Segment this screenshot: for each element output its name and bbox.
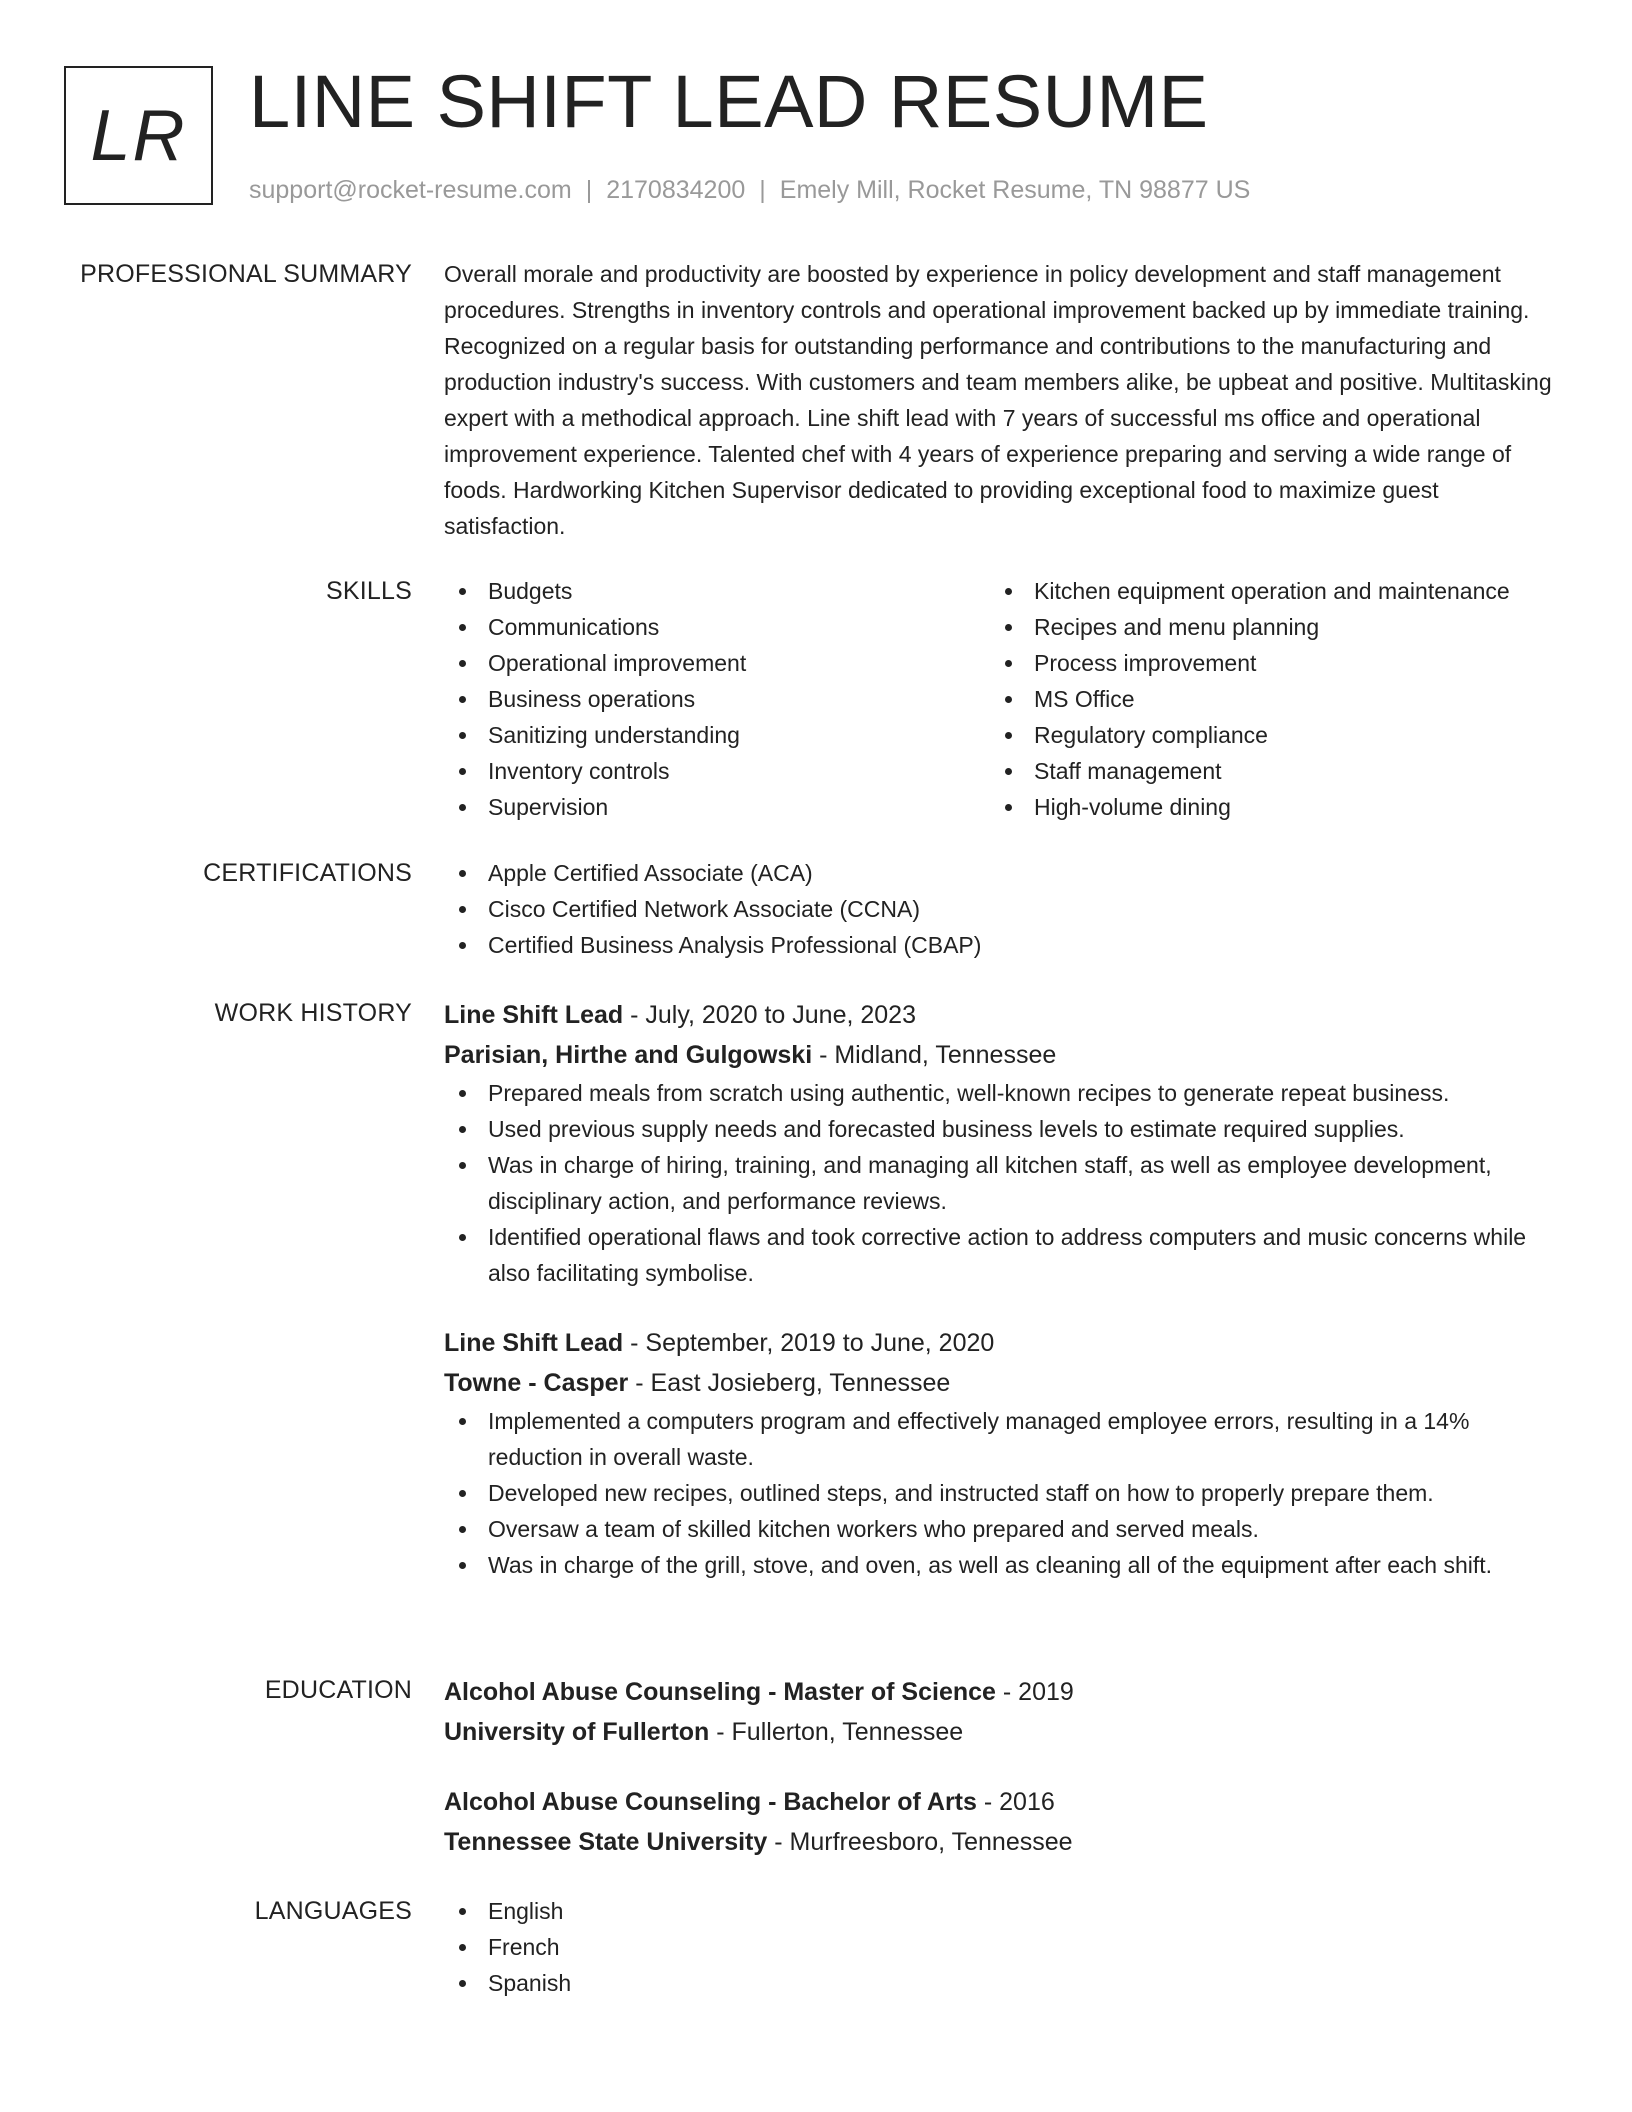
skill-item: High-volume dining — [990, 789, 1536, 825]
job-duty: Was in charge of hiring, training, and managing all kitchen staff, as well as employee development, disciplinary action, and performance reviews. — [444, 1147, 1556, 1219]
education-entry — [444, 1672, 1556, 1752]
skill-item: Budgets — [444, 573, 990, 609]
school-location: - Fullerton, Tennessee — [709, 1718, 964, 1746]
job-duty: Identified operational flaws and took corrective action to address computers and music concerns while also facilitating symbolise. — [444, 1219, 1556, 1291]
section-title: SKILLS — [326, 577, 412, 605]
certification-item: Apple Certified Associate (ACA) — [444, 855, 1556, 891]
section-title: LANGUAGES — [254, 1897, 412, 1925]
job-dates: - July, 2020 to June, 2023 — [623, 1001, 916, 1029]
education-body — [444, 1672, 1556, 1862]
job-duties-list — [444, 1075, 1556, 1291]
skill-item: Communications — [444, 609, 990, 645]
summary-body — [444, 256, 1556, 544]
section-title: CERTIFICATIONS — [203, 859, 412, 887]
job-duty: Was in charge of the grill, stove, and oven, as well as cleaning all of the equipment after each shift. — [444, 1547, 1556, 1583]
job-company: Towne - Casper — [444, 1369, 629, 1397]
school-line — [444, 1712, 1556, 1752]
summary-text: Overall morale and productivity are boosted by experience in policy development and staff management procedures. Strengths in inventory controls and operational improvement backed up by immediate training. Recognized on a regular basis for outstanding performance and contributions to the manufacturing and production industry's success. With customers and team members alike, be upbeat and positive. Multitasking expert with a methodical approach. Line shift lead with 7 years of successful ms office and operational improvement experience. Talented chef with 4 years of experience preparing and serving a wide range of foods. Hardworking Kitchen Supervisor dedicated to providing exceptional food to maximize guest satisfaction. — [444, 261, 1552, 539]
certifications-list — [444, 855, 1556, 963]
job-location: - Midland, Tennessee — [812, 1041, 1057, 1069]
school-line — [444, 1822, 1556, 1862]
skill-item: Inventory controls — [444, 753, 990, 789]
contact-line — [249, 173, 1250, 207]
job-entry — [444, 1323, 1556, 1583]
certification-item: Certified Business Analysis Professional (CBAP) — [444, 927, 1556, 963]
resume-title: LINE SHIFT LEAD RESUME — [249, 60, 1209, 143]
skills-grid — [444, 573, 1556, 825]
language-item: Spanish — [444, 1965, 1556, 2001]
skill-item: Supervision — [444, 789, 990, 825]
job-duties-list — [444, 1403, 1556, 1583]
degree-name: Alcohol Abuse Counseling - Bachelor of Arts — [444, 1788, 977, 1816]
job-duty: Implemented a computers program and effectively managed employee errors, resulting in a 14% reduction in overall waste. — [444, 1403, 1556, 1475]
skill-item: Business operations — [444, 681, 990, 717]
certifications-body — [444, 855, 1556, 963]
job-title-line — [444, 995, 1556, 1035]
job-company: Parisian, Hirthe and Gulgowski — [444, 1041, 813, 1069]
contact-separator: | — [585, 176, 593, 204]
skills-list-left — [444, 573, 990, 825]
job-role: Line Shift Lead — [444, 1329, 624, 1357]
job-company-line — [444, 1363, 1556, 1403]
degree-line — [444, 1672, 1556, 1712]
skill-item: Regulatory compliance — [990, 717, 1536, 753]
degree-line — [444, 1782, 1556, 1822]
job-dates: - September, 2019 to June, 2020 — [623, 1329, 995, 1357]
job-role: Line Shift Lead — [444, 1001, 624, 1029]
school-name: University of Fullerton — [444, 1718, 710, 1746]
skill-item: Sanitizing understanding — [444, 717, 990, 753]
degree-year: - 2019 — [995, 1678, 1074, 1706]
contact-email: support@rocket-resume.com — [249, 176, 572, 204]
skill-item: Kitchen equipment operation and maintenance — [990, 573, 1536, 609]
language-item: French — [444, 1929, 1556, 1965]
degree-year: - 2016 — [976, 1788, 1055, 1816]
skill-item: Staff management — [990, 753, 1536, 789]
degree-name: Alcohol Abuse Counseling - Master of Science — [444, 1678, 996, 1706]
job-duty: Oversaw a team of skilled kitchen workers who prepared and served meals. — [444, 1511, 1556, 1547]
contact-address: Emely Mill, Rocket Resume, TN 98877 US — [779, 176, 1251, 204]
contact-separator: | — [759, 176, 766, 204]
job-location: - East Josieberg, Tennessee — [628, 1369, 951, 1397]
contact-phone: 2170834200 — [606, 176, 746, 204]
skill-item: MS Office — [990, 681, 1536, 717]
job-title-line — [444, 1323, 1556, 1363]
school-location: - Murfreesboro, Tennessee — [767, 1828, 1073, 1856]
monogram-logo: LR — [64, 66, 213, 205]
school-name: Tennessee State University — [444, 1828, 768, 1856]
section-title: PROFESSIONAL SUMMARY — [80, 260, 412, 288]
skill-item: Operational improvement — [444, 645, 990, 681]
languages-list — [444, 1893, 1556, 2001]
skills-list-right — [990, 573, 1536, 825]
skill-item: Process improvement — [990, 645, 1536, 681]
language-item: English — [444, 1893, 1556, 1929]
job-company-line — [444, 1035, 1556, 1075]
languages-body — [444, 1893, 1556, 2001]
job-duty: Prepared meals from scratch using authentic, well-known recipes to generate repeat business. — [444, 1075, 1556, 1111]
certification-item: Cisco Certified Network Associate (CCNA) — [444, 891, 1556, 927]
job-duty: Developed new recipes, outlined steps, and instructed staff on how to properly prepare them. — [444, 1475, 1556, 1511]
skill-item: Recipes and menu planning — [990, 609, 1536, 645]
section-title: EDUCATION — [264, 1676, 412, 1704]
education-entry — [444, 1782, 1556, 1862]
work-history-body — [444, 995, 1556, 1583]
job-duty: Used previous supply needs and forecasted business levels to estimate required supplies. — [444, 1111, 1556, 1147]
section-title: WORK HISTORY — [214, 999, 412, 1027]
job-entry — [444, 995, 1556, 1291]
